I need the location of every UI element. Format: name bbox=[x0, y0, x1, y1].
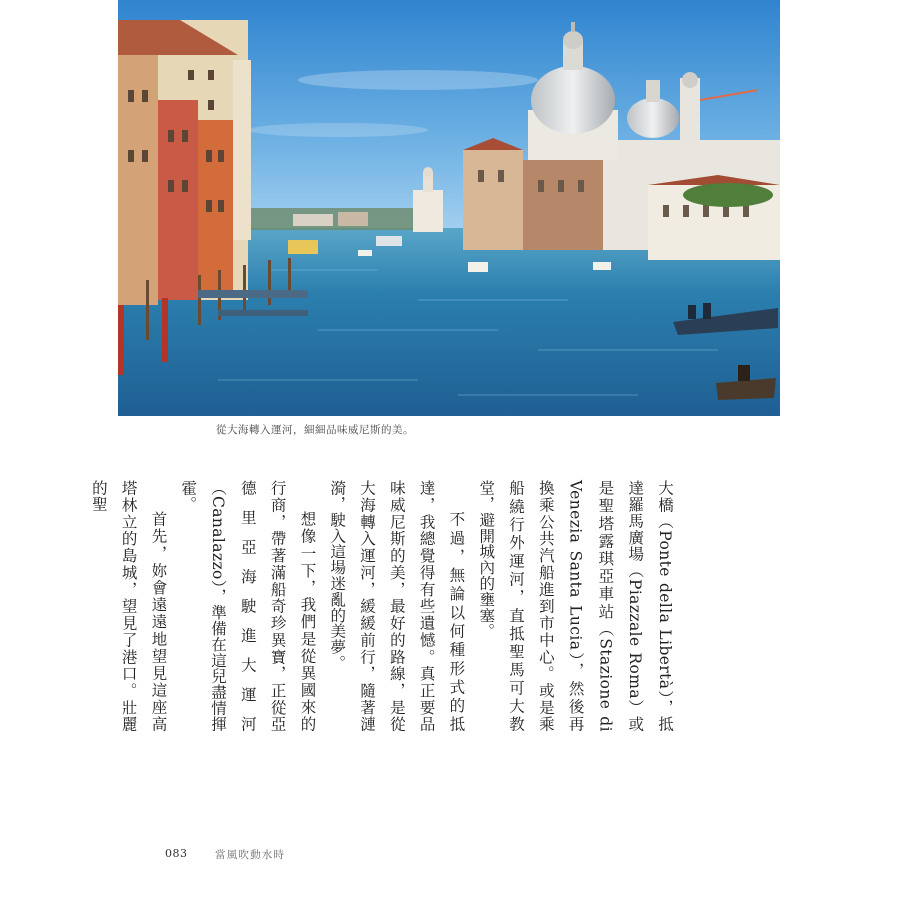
page-number: 083 bbox=[165, 847, 188, 860]
paragraph-4: 首先，妳會遠遠地望見這座高塔林立的島城，望見了港口。壯麗的聖 bbox=[89, 480, 168, 732]
photo-caption: 從大海轉入運河，細細品味威尼斯的美。 bbox=[216, 424, 414, 436]
body-text bbox=[83, 480, 679, 732]
paragraph-3: 想像一下，我們是從異國來的行商，帶著滿船奇珍異寶，正從亞德里亞海駛進大運河（Canalazzo），準備在這兒盡情揮霍。 bbox=[179, 480, 317, 732]
venice-canal-photo bbox=[118, 0, 780, 416]
photo-illustration bbox=[118, 0, 780, 416]
paragraph-2: 不過，無論以何種形式的抵達，我總覺得有些遺憾。真正要品味威尼斯的美，最好的路線，是從大海轉入運河，緩緩前行，隨著漣漪，駛入這場迷亂的美夢。 bbox=[328, 480, 466, 732]
running-head: 當風吹動水時 bbox=[215, 849, 286, 861]
paragraph-1: 大橋（Ponte della Libertà），抵達羅馬廣場（Piazzale Roma）或是聖塔露琪亞車站（Stazione di Venezia Santa Lucia），然後再換乘公共汽船進到市中心。或是乘船繞行外運河，直抵聖馬可大教堂，避開城內的壅塞。 bbox=[477, 480, 674, 732]
